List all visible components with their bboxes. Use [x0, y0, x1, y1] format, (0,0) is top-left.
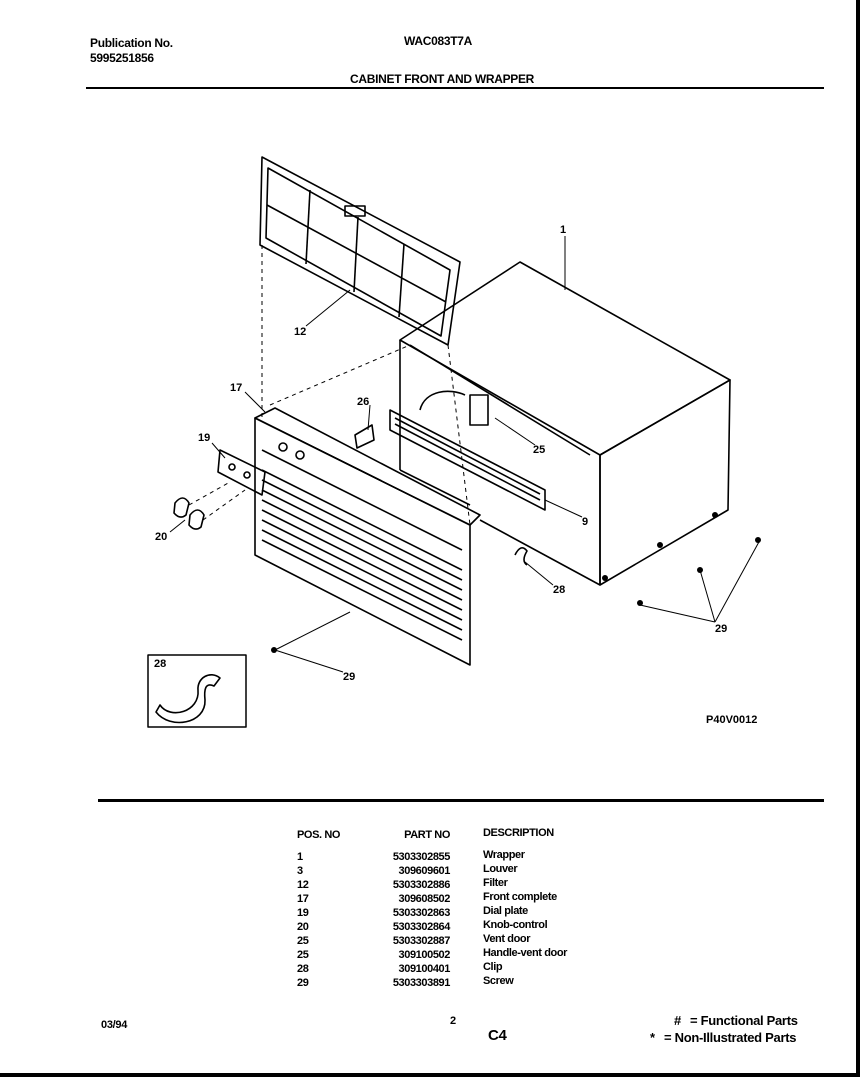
description-cell: Clip [483, 961, 503, 973]
pos-cell: 1 [297, 851, 303, 863]
pos-column [297, 828, 340, 990]
description-cell: Dial plate [483, 905, 528, 917]
part-cell: 5303302886 [392, 879, 450, 891]
pos-cell: 29 [297, 977, 309, 989]
table-rule [98, 799, 824, 802]
part-cell: 5303302864 [392, 921, 450, 933]
part-cell: 5303302855 [392, 851, 450, 863]
description-cell: Knob-control [483, 919, 548, 931]
callout-28: 28 [553, 584, 566, 596]
pos-cell: 19 [297, 907, 309, 919]
part-header: PART NO [404, 829, 450, 841]
legend-nonillustrated-text: = Non-Illustrated Parts [664, 1030, 797, 1045]
callout-26: 26 [357, 396, 370, 408]
description-cell: Louver [483, 863, 518, 875]
page-code: C4 [488, 1027, 507, 1044]
front-complete [255, 408, 480, 665]
description-column [483, 826, 567, 988]
description-cell: Wrapper [483, 849, 525, 861]
vent-door-assembly [355, 391, 545, 510]
part-cell: 309609601 [398, 865, 450, 877]
description-cell: Screw [483, 975, 514, 987]
pos-cell: 20 [297, 921, 309, 933]
section-title: CABINET FRONT AND WRAPPER [350, 72, 535, 86]
part-column [378, 828, 450, 990]
part-cell: 309100502 [398, 949, 450, 961]
pos-cell: 12 [297, 879, 309, 891]
publication-label: Publication No. [90, 36, 173, 50]
callout-19: 19 [198, 432, 211, 444]
callout-17: 17 [230, 382, 243, 394]
callout-29-bottom: 29 [343, 671, 356, 683]
part-cell: 5303302863 [392, 907, 450, 919]
pos-cell: 17 [297, 893, 309, 905]
legend-nonillustrated-symbol: * [650, 1030, 655, 1045]
part-cell: 309608502 [398, 893, 450, 905]
description-cell: Handle-vent door [483, 947, 568, 959]
callout-29-right: 29 [715, 623, 728, 635]
part-cell: 5303303891 [392, 977, 450, 989]
pos-cell: 3 [297, 865, 303, 877]
dial-plate [218, 450, 265, 495]
publication-number: 5995251856 [90, 51, 154, 65]
legend-functional-symbol: # [674, 1013, 681, 1028]
pos-cell: 25 [297, 935, 309, 947]
description-cell: Vent door [483, 933, 531, 945]
callout-20: 20 [155, 531, 168, 543]
description-header: DESCRIPTION [483, 827, 554, 839]
wrapper-cabinet [400, 262, 730, 585]
part-cell: 5303302887 [392, 935, 450, 947]
page-number: 2 [450, 1015, 456, 1027]
footer-date: 03/94 [101, 1019, 128, 1031]
callout-25: 25 [533, 444, 546, 456]
legend-functional-text: = Functional Parts [690, 1013, 798, 1028]
pos-cell: 25 [297, 949, 309, 961]
description-cell: Front complete [483, 891, 557, 903]
callout-12: 12 [294, 326, 307, 338]
model-number: WAC083T7A [404, 34, 472, 48]
pos-header: POS. NO [297, 829, 341, 841]
figure-code: P40V0012 [706, 714, 758, 726]
callout-28-inset: 28 [154, 658, 167, 670]
control-knob [174, 498, 189, 517]
callout-1: 1 [560, 224, 567, 236]
filter-grille [260, 157, 460, 345]
pos-cell: 28 [297, 963, 309, 975]
description-cell: Filter [483, 877, 508, 889]
part-cell: 309100401 [398, 963, 450, 975]
callout-9: 9 [582, 516, 589, 528]
